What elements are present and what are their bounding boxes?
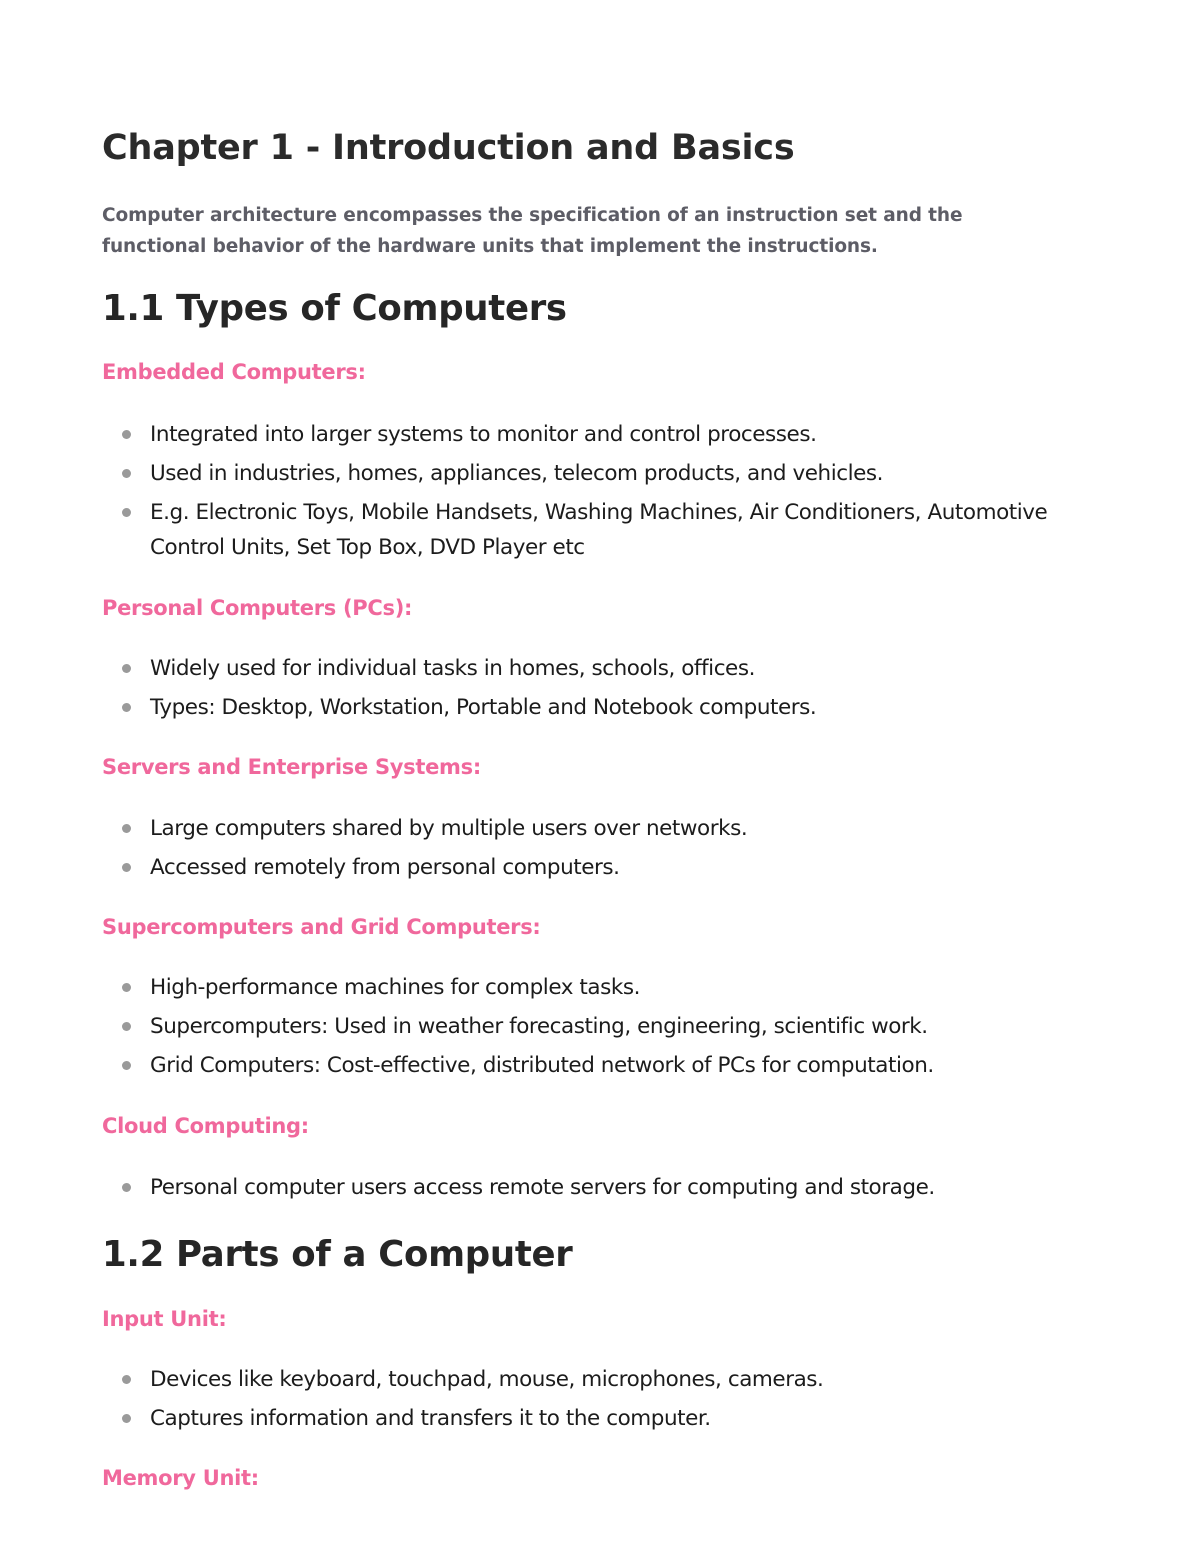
list-personal-computers [102,651,1082,729]
subheading-memory-unit: Memory Unit: [102,1466,259,1490]
list-item-text: Integrated into larger systems to monitor and control processes. [150,422,817,447]
subheading-cloud-computing: Cloud Computing: [102,1114,309,1138]
section-heading-parts-of-computer: 1.2 Parts of a Computer [102,1234,573,1275]
section-heading-types-of-computers: 1.1 Types of Computers [102,288,567,329]
list-item-text: Widely used for individual tasks in homes, schools, offices. [150,656,755,681]
list-item [102,495,1082,565]
bullet-icon [122,1375,131,1384]
bullet-icon [122,1183,131,1192]
bullet-icon [122,703,131,712]
list-item [102,970,1082,1005]
list-item-text: Captures information and transfers it to the computer. [150,1406,711,1431]
bullet-icon [122,508,131,517]
list-input-unit [102,1362,1082,1440]
subheading-supercomputers-grid: Supercomputers and Grid Computers: [102,915,541,939]
bullet-icon [122,1022,131,1031]
bullet-icon [122,664,131,673]
list-item [102,1009,1082,1044]
bullet-icon [122,1414,131,1423]
list-item-text: Personal computer users access remote servers for computing and storage. [150,1175,935,1200]
list-item [102,690,1082,725]
bullet-icon [122,1061,131,1070]
list-item [102,1170,1082,1205]
list-item-text: Types: Desktop, Workstation, Portable and Notebook computers. [150,695,817,720]
chapter-title: Chapter 1 - Introduction and Basics [102,128,795,168]
subheading-embedded-computers: Embedded Computers: [102,360,366,384]
list-item [102,456,1082,491]
subheading-servers-enterprise: Servers and Enterprise Systems: [102,755,481,779]
bullet-icon [122,983,131,992]
list-item [102,850,1082,885]
bullet-icon [122,824,131,833]
list-item-text: Accessed remotely from personal computers. [150,855,620,880]
bullet-icon [122,469,131,478]
list-embedded-computers [102,417,1082,569]
intro-paragraph: Computer architecture encompasses the specification of an instruction set and the functional behavior of the hardware units that implement the instructions. [102,205,963,257]
list-item [102,1048,1082,1083]
list-supercomputers-grid [102,970,1082,1087]
list-cloud-computing [102,1170,1082,1209]
subheading-personal-computers: Personal Computers (PCs): [102,596,413,620]
list-item [102,811,1082,846]
list-item [102,1362,1082,1397]
list-item [102,651,1082,686]
list-item-text: E.g. Electronic Toys, Mobile Handsets, Washing Machines, Air Conditioners, Automotive Control Units, Set Top Box, DVD Player etc [150,500,1048,560]
list-item-text: Large computers shared by multiple users over networks. [150,816,748,841]
bullet-icon [122,863,131,872]
list-item-text: Supercomputers: Used in weather forecasting, engineering, scientific work. [150,1014,928,1039]
subheading-input-unit: Input Unit: [102,1307,227,1331]
bullet-icon [122,430,131,439]
list-item [102,1401,1082,1436]
list-item-text: Devices like keyboard, touchpad, mouse, microphones, cameras. [150,1367,824,1392]
list-item [102,417,1082,452]
list-item-text: Grid Computers: Cost-effective, distributed network of PCs for computation. [150,1053,934,1078]
list-servers-enterprise [102,811,1082,889]
list-item-text: High-performance machines for complex tasks. [150,975,640,1000]
list-item-text: Used in industries, homes, appliances, telecom products, and vehicles. [150,461,884,486]
